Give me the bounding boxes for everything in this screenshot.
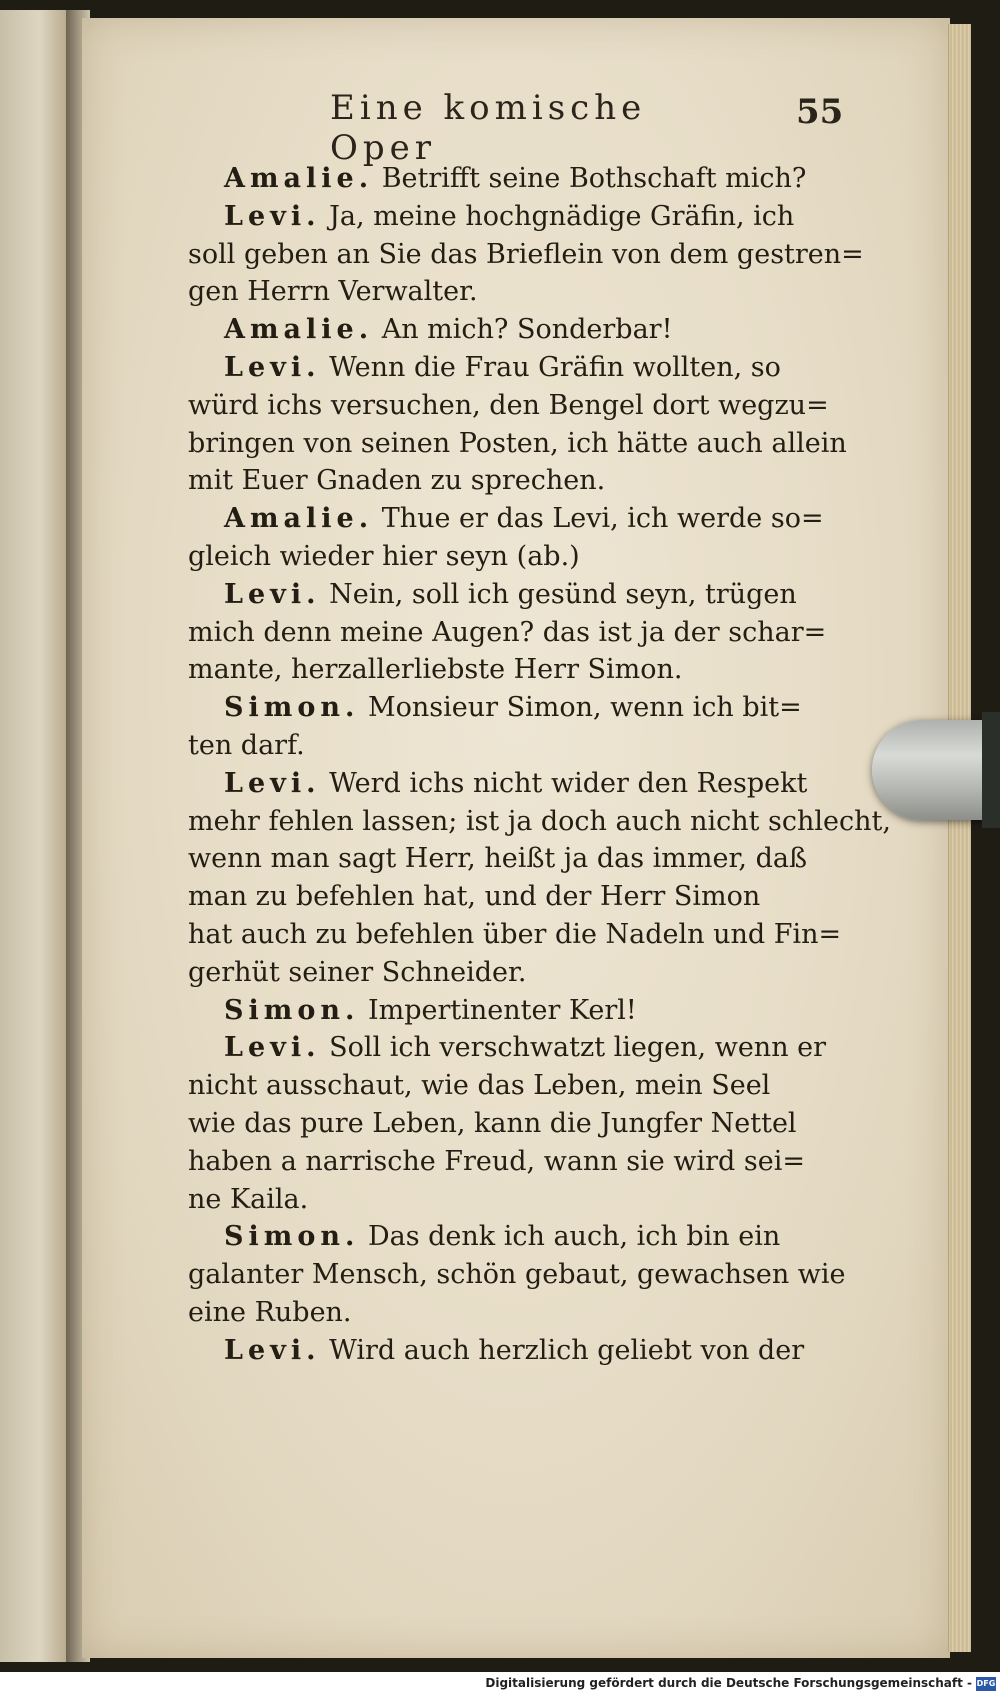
text-line: [188, 273, 852, 311]
page-stack-edge: [948, 24, 971, 1652]
text-line: [188, 803, 891, 841]
line-text: Ja, meine hochgnädige Gräfin, ich: [320, 200, 795, 232]
text-line: [188, 1067, 852, 1105]
speaker-name: Levi.: [224, 1334, 321, 1366]
text-line: [188, 576, 852, 614]
digitization-footer: [0, 1672, 1000, 1697]
line-text: mante, herzallerliebste Herr Simon.: [188, 654, 683, 686]
text-line: [188, 236, 864, 274]
line-text: würd ichs versuchen, den Bengel dort wegzu=: [188, 389, 829, 421]
speaker-name: Levi.: [224, 767, 321, 799]
page-body-text: [188, 160, 891, 1370]
speaker-name: Simon.: [224, 692, 360, 724]
line-text: Soll ich verschwatzt liegen, wenn er: [320, 1032, 827, 1064]
line-text: Thue er das Levi, ich werde so=: [373, 503, 824, 535]
text-line: [188, 425, 852, 463]
line-text: Nein, soll ich gesünd seyn, trügen: [320, 578, 797, 610]
speaker-name: Amalie.: [224, 503, 374, 535]
line-text: mich denn meine Augen? das ist ja der schar=: [188, 616, 827, 648]
line-text: Betrifft seine Bothschaft mich?: [373, 163, 807, 194]
speaker-name: Simon.: [224, 1221, 360, 1253]
text-line: [188, 387, 852, 425]
previous-page-edge: [0, 10, 69, 1662]
line-text: Monsieur Simon, wenn ich bit=: [359, 692, 802, 724]
text-line: [188, 614, 852, 652]
line-text: gen Herrn Verwalter.: [188, 276, 478, 308]
speaker-name: Amalie.: [224, 163, 374, 194]
line-text: gleich wieder hier seyn (ab.): [188, 540, 580, 572]
line-text: wenn man sagt Herr, heißt ja das immer, daß: [188, 843, 808, 875]
text-line: [188, 1029, 852, 1067]
speaker-name: Levi.: [224, 1032, 321, 1064]
line-text: nicht ausschaut, wie das Leben, mein Seel: [188, 1070, 771, 1102]
line-text: wie das pure Leben, kann die Jungfer Nettel: [188, 1107, 797, 1139]
text-line: [188, 992, 852, 1030]
text-line: [188, 462, 852, 500]
text-line: [188, 765, 852, 803]
text-line: [188, 916, 852, 954]
line-text: eine Ruben.: [188, 1296, 352, 1328]
speaker-name: Simon.: [224, 994, 360, 1026]
running-head: Eine komische Oper: [330, 88, 647, 168]
text-line: [188, 198, 852, 236]
speaker-name: Levi.: [224, 200, 321, 232]
text-line: [188, 500, 852, 538]
speaker-name: Amalie.: [224, 314, 374, 346]
line-text: mit Euer Gnaden zu sprechen.: [188, 465, 606, 497]
line-text: haben a narrische Freud, wann sie wird sei=: [188, 1145, 805, 1177]
speaker-name: Levi.: [224, 578, 321, 610]
text-line: [188, 1218, 852, 1256]
line-text: bringen von seinen Posten, ich hätte auch allein: [188, 427, 847, 459]
line-text: Wird auch herzlich geliebt von der: [320, 1334, 805, 1366]
line-text: Das denk ich auch, ich bin ein: [359, 1221, 781, 1253]
text-line: [188, 878, 852, 916]
line-text: Wenn die Frau Gräfin wollten, so: [320, 351, 781, 383]
text-line: [188, 1294, 852, 1332]
text-line: [188, 311, 852, 349]
scanner-clip-mount: [982, 712, 1000, 828]
text-line: [188, 538, 852, 576]
line-text: man zu befehlen hat, und der Herr Simon: [188, 881, 761, 913]
text-line: [188, 727, 852, 765]
text-line: [188, 1105, 852, 1143]
line-text: hat auch zu befehlen über die Nadeln und Fin=: [188, 918, 842, 950]
scanner-thumb-clip: [872, 720, 1000, 820]
dfg-logo-icon: DFG: [976, 1677, 996, 1691]
line-text: ne Kaila.: [188, 1183, 309, 1215]
text-line: [188, 1181, 852, 1219]
text-line: [188, 954, 852, 992]
line-text: Impertinenter Kerl!: [359, 994, 637, 1026]
funding-credit: Digitalisierung gefördert durch die Deutsche Forschungsgemeinschaft -: [485, 1676, 972, 1690]
text-line: [188, 160, 852, 198]
line-text: Werd ichs nicht wider den Respekt: [320, 767, 808, 799]
text-line: [188, 1256, 852, 1294]
line-text: An mich? Sonderbar!: [373, 314, 673, 346]
line-text: soll geben an Sie das Brieflein von dem gestren=: [188, 238, 864, 270]
speaker-name: Levi.: [224, 351, 321, 383]
page-number: 55: [796, 92, 844, 132]
line-text: galanter Mensch, schön gebaut, gewachsen wie: [188, 1259, 846, 1291]
line-text: ten darf.: [188, 729, 305, 761]
text-line: [188, 1332, 852, 1370]
line-text: gerhüt seiner Schneider.: [188, 956, 527, 988]
text-line: [188, 840, 852, 878]
text-line: [188, 1143, 852, 1181]
text-line: [188, 349, 852, 387]
line-text: mehr fehlen lassen; ist ja doch auch nicht schlecht,: [188, 805, 891, 837]
text-line: [188, 689, 852, 727]
text-line: [188, 651, 852, 689]
